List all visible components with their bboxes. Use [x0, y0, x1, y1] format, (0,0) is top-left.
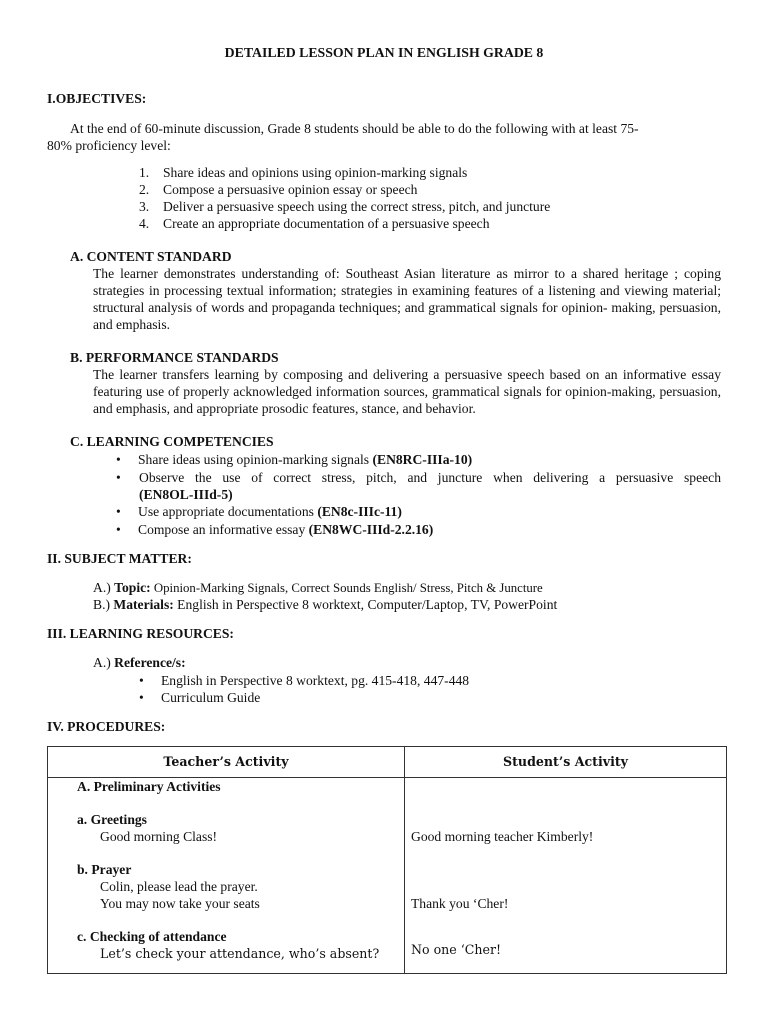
competency-item: • Use appropriate documentations (EN8c-IIIc-11) — [116, 504, 402, 519]
attendance-student-text: No one ‘Cher! — [411, 942, 502, 957]
reference-item: • Curriculum Guide — [139, 690, 261, 705]
performance-standards-heading: B. PERFORMANCE STANDARDS — [70, 350, 279, 365]
prayer-student-text: Thank you ‘Cher! — [411, 896, 509, 911]
content-standard-text: The learner demonstrates understanding of: Southeast Asian literature as mirror to a shared heritage ; coping strategies in processing textual information; strategies in examining features of a listening and viewing material; structural analysis of words and propaganda techniques; and grammatical signals for opinion- making, persuasion, and emphasis. — [93, 266, 721, 332]
competency-item: • Share ideas using opinion-marking signals (EN8RC-IIIa-10) — [116, 452, 473, 467]
greetings-teacher-text: Good morning Class! — [100, 829, 218, 844]
objective-item: 3. Deliver a persuasive speech using the correct stress, pitch, and juncture — [139, 199, 551, 214]
objective-item: 4. Create an appropriate documentation of a persuasive speech — [139, 216, 490, 231]
teacher-activity-header: Teacher’s Activity — [163, 754, 289, 769]
attendance-teacher-text: Let’s check your attendance, who’s absent? — [100, 946, 380, 961]
table-column-divider — [404, 747, 405, 973]
content-standard-heading: A. CONTENT STANDARD — [70, 249, 232, 264]
objectives-intro-line2: 80% proficiency level: — [47, 138, 171, 153]
performance-standards-text: The learner transfers learning by composing and delivering a persuasive speech based on an informative essay featuring use of properly acknowledged information sources, grammatical signals for opinion-making, persuasion, and emphasis, and appropriate prosodic features, stance, and behavior. — [93, 367, 721, 416]
procedures-heading: IV. PROCEDURES: — [47, 719, 166, 734]
attendance-label: c. Checking of attendance — [77, 929, 227, 944]
student-activity-header: Student’s Activity — [503, 754, 628, 769]
preliminary-activities-label: A. Preliminary Activities — [77, 779, 221, 794]
document-title: DETAILED LESSON PLAN IN ENGLISH GRADE 8 — [224, 45, 544, 60]
procedures-table — [47, 746, 727, 974]
materials-line: B.) Materials: English in Perspective 8 worktext, Computer/Laptop, TV, PowerPoint — [93, 597, 558, 612]
topic-line: A.) Topic: Opinion-Marking Signals, Correct Sounds English/ Stress, Pitch & Juncture — [93, 580, 543, 595]
subject-matter-heading: II. SUBJECT MATTER: — [47, 551, 192, 566]
competency-text: Observe the use of correct stress, pitch, and juncture when delivering a persuasive speech — [139, 470, 721, 485]
reference-item: • English in Perspective 8 worktext, pg. 415-418, 447-448 — [139, 673, 470, 688]
learning-resources-heading: III. LEARNING RESOURCES: — [47, 626, 234, 641]
greetings-student-text: Good morning teacher Kimberly! — [411, 829, 594, 844]
prayer-teacher-text: Colin, please lead the prayer. — [100, 879, 258, 894]
objectives-heading: I.OBJECTIVES: — [47, 91, 147, 106]
learning-competencies-heading: C. LEARNING COMPETENCIES — [70, 434, 274, 449]
competency-item: • Compose an informative essay (EN8WC-IIId-2.2.16) — [116, 522, 434, 537]
objectives-intro-line1: At the end of 60-minute discussion, Grade 8 students should be able to do the following with at least 75- — [70, 121, 639, 136]
prayer-teacher-text: You may now take your seats — [100, 896, 260, 911]
reference-line: A.) Reference/s: — [93, 655, 186, 670]
greetings-label: a. Greetings — [77, 812, 147, 827]
objective-item: 2. Compose a persuasive opinion essay or speech — [139, 182, 418, 197]
competency-item: • Observe the use of correct stress, pitch, and juncture when delivering a persuasive speech (EN8OL-IIId-5) — [116, 470, 721, 502]
objective-item: 1. Share ideas and opinions using opinion-marking signals — [139, 165, 468, 180]
prayer-label: b. Prayer — [77, 862, 132, 877]
competency-code: (EN8OL-IIId-5) — [139, 487, 233, 502]
